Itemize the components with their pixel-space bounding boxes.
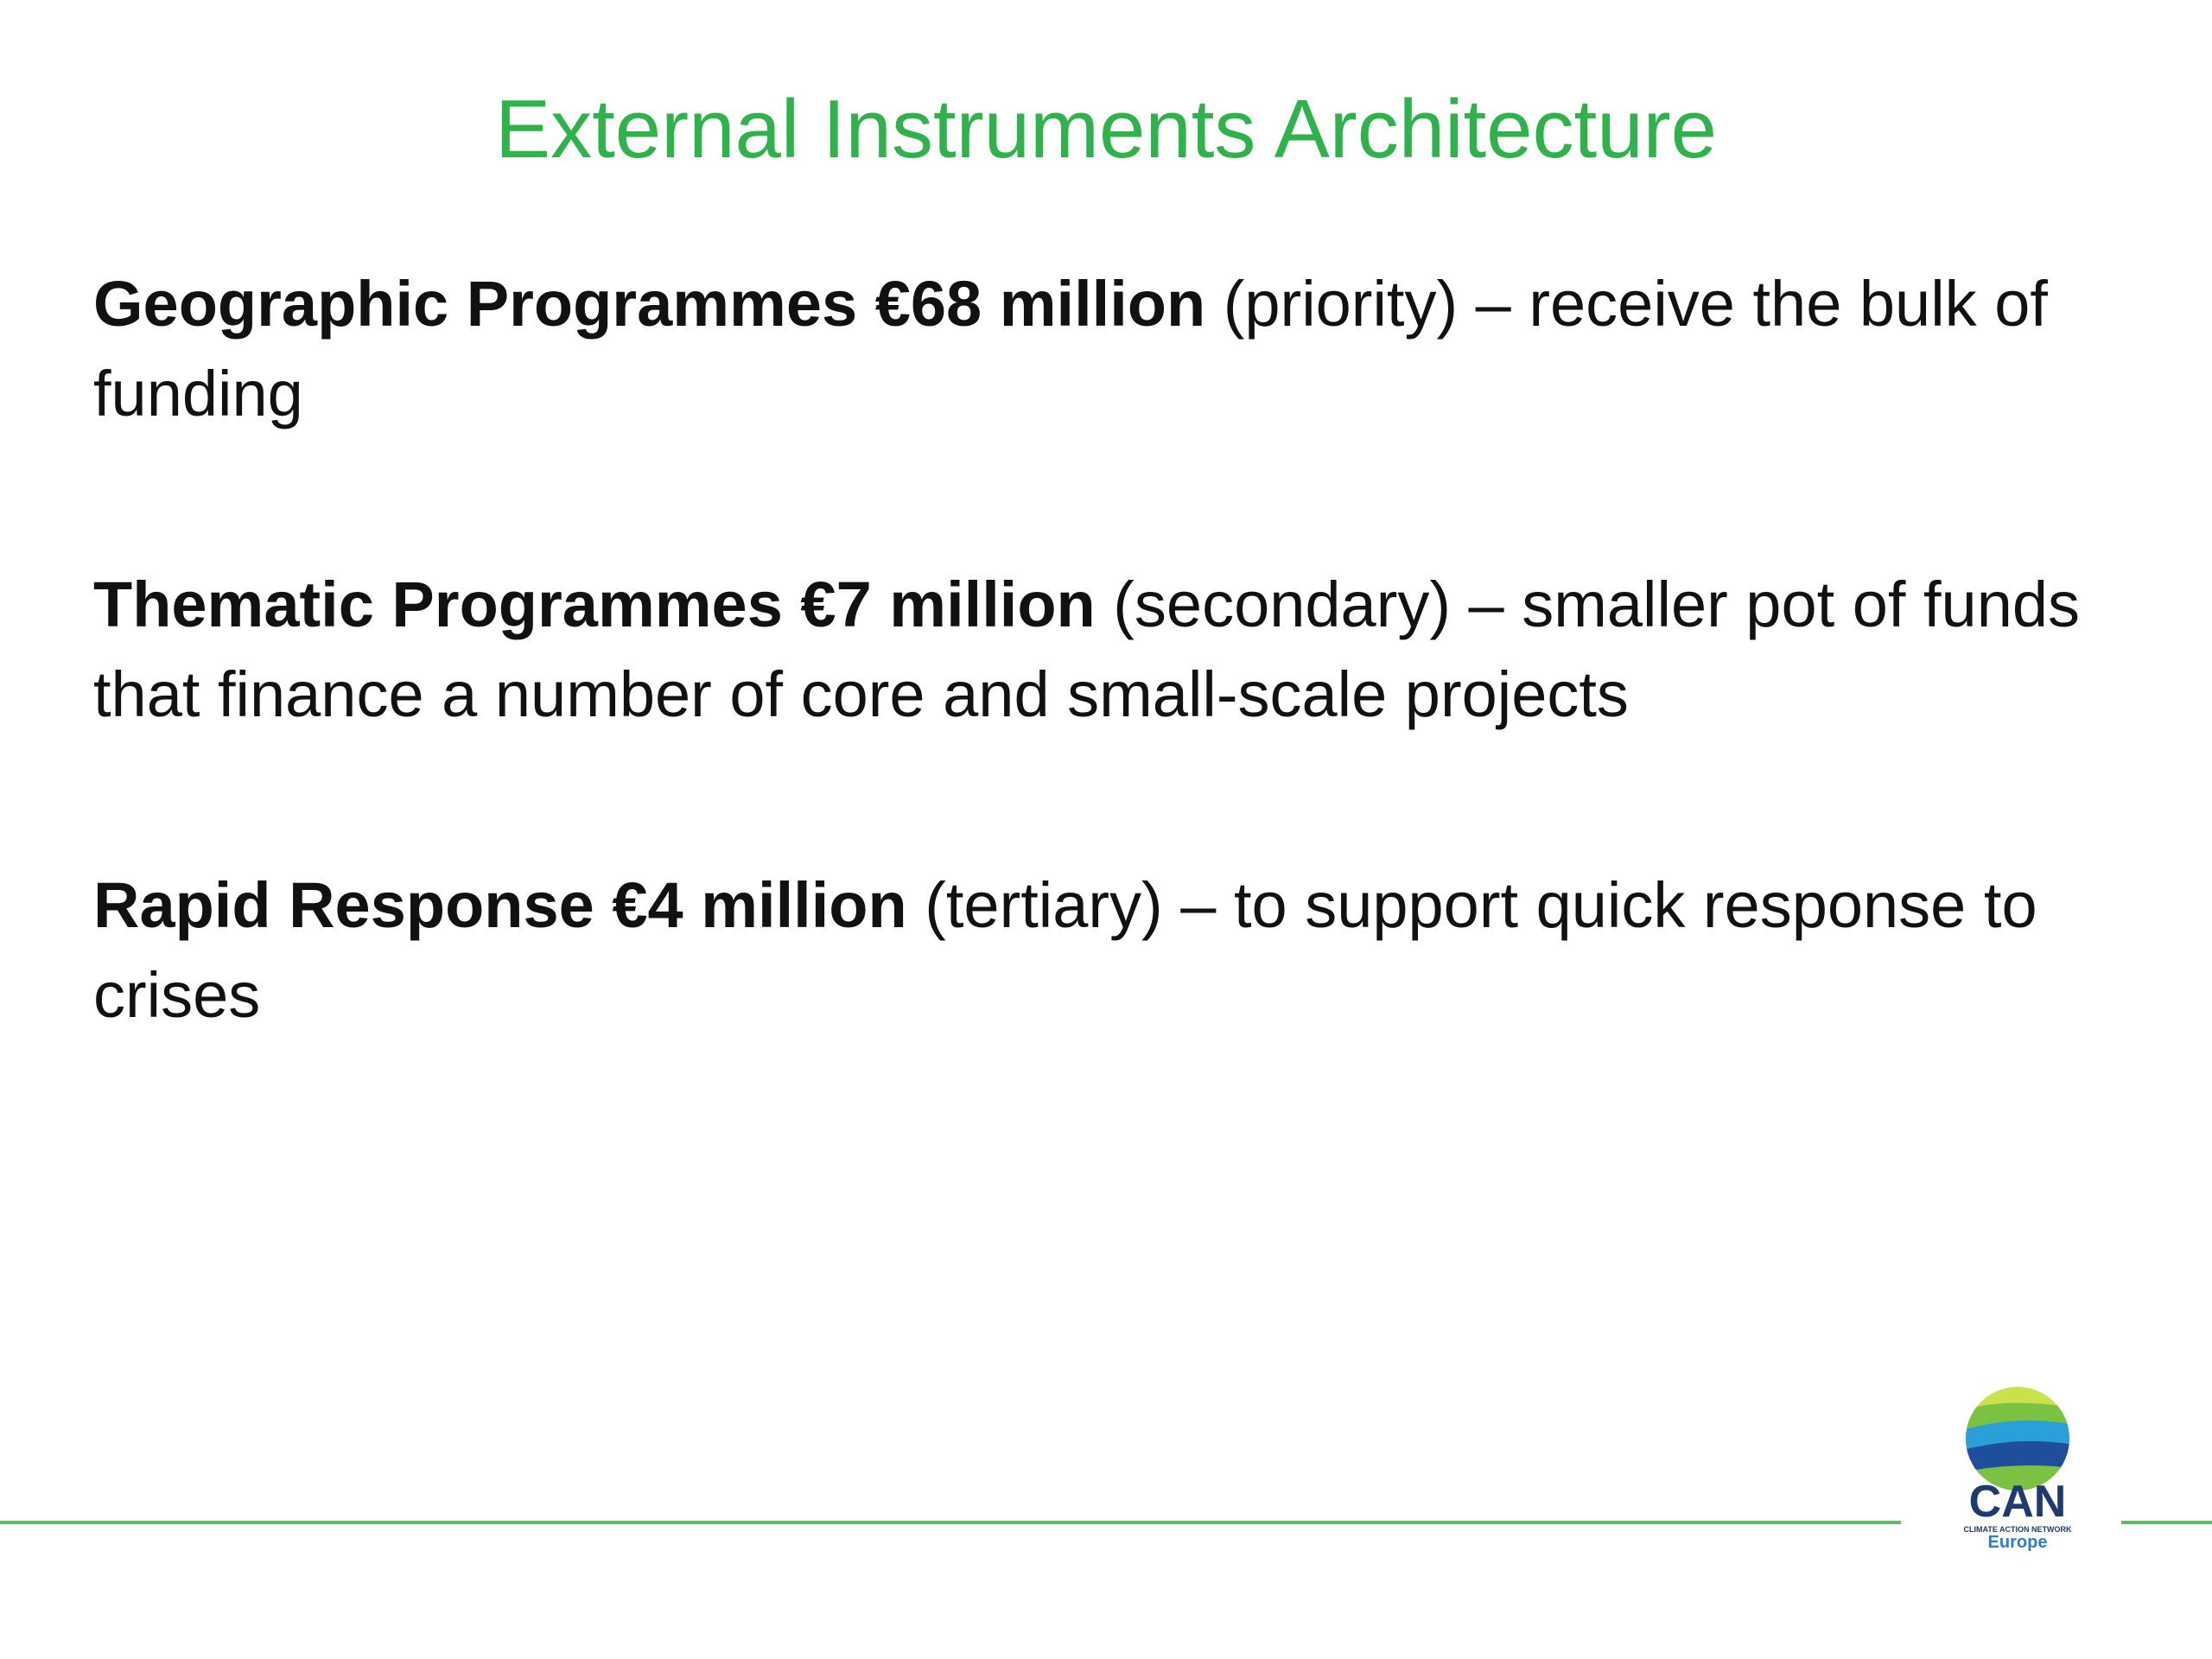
can-logo-icon — [1923, 1378, 2113, 1551]
item-description: – smaller pot of funds that finance a number of core and small-scale projects — [93, 569, 2081, 730]
can-europe-logo — [1923, 1378, 2113, 1551]
list-item-rapid-response — [93, 861, 2133, 1040]
list-item-geographic — [93, 259, 2133, 439]
item-heading: Geographic Programmes €68 million — [93, 268, 1206, 340]
logo-subtitle: CLIMATE ACTION NETWORK — [1963, 1525, 2072, 1534]
item-qualifier: (priority) — [1205, 268, 1459, 340]
list-item-thematic — [93, 560, 2133, 740]
item-heading: Thematic Programmes €7 million — [93, 569, 1096, 640]
bullet-list — [93, 259, 2133, 1161]
footer-divider-left — [0, 1521, 1901, 1524]
item-heading: Rapid Response €4 million — [93, 869, 907, 941]
item-description: – to support quick response to crises — [93, 869, 2037, 1031]
slide-title: External Instruments Architecture — [495, 83, 1717, 175]
item-qualifier: (secondary) — [1095, 569, 1451, 640]
logo-name: CAN — [1968, 1477, 2067, 1527]
footer-divider-right — [2121, 1521, 2212, 1524]
logo-region: Europe — [1987, 1533, 2048, 1551]
item-qualifier: (tertiary) — [906, 869, 1163, 941]
item-description: – receive the bulk of funding — [93, 268, 2048, 429]
